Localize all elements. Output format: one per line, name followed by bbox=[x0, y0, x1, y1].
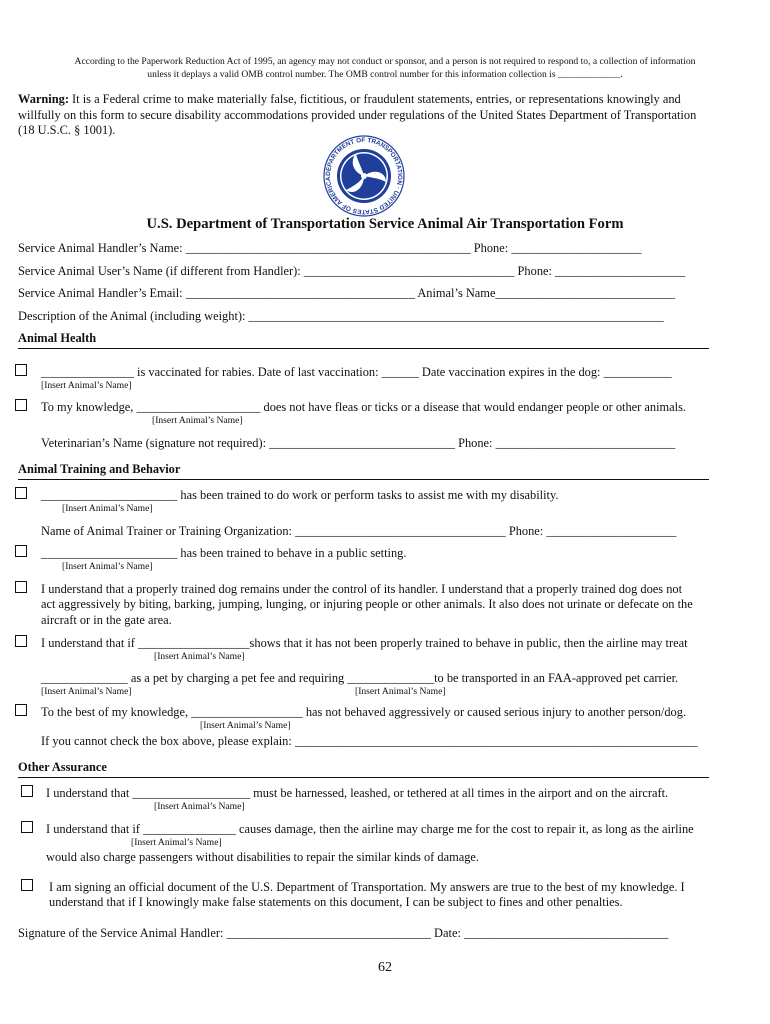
paperwork-notice-line2: unless it deplays a valid OMB control number. The OMB control number for this information collection is _____________. bbox=[147, 69, 623, 80]
damage-line1[interactable]: I understand that if _______________ causes damage, then the airline may charge me for the cost to repair it, as long as the airline bbox=[46, 822, 694, 836]
animal-name-hint: [Insert Animal’s Name] bbox=[62, 503, 153, 514]
harness-statement[interactable]: I understand that ___________________ must be harnessed, leashed, or tethered at all times in the airport and on the aircraft. bbox=[46, 786, 669, 800]
handler-control-line2: act aggressively by biting, barking, jumping, lunging, or injuring people or other animals. It also does not urinate or defecate on the bbox=[41, 597, 693, 611]
damage-line2: would also charge passengers without disabilities to repair the similar kinds of damage. bbox=[46, 850, 480, 864]
dot-seal-icon bbox=[322, 134, 406, 218]
handler-control-line1: I understand that a properly trained dog remains under the control of its handler. I understand that a properly trained dog does not bbox=[41, 582, 683, 596]
official-document-checkbox[interactable] bbox=[21, 879, 33, 891]
handler-name-field[interactable]: Service Animal Handler’s Name: ______________________________________________ Phone: _____________________ bbox=[18, 241, 642, 255]
rabies-statement[interactable]: _______________ is vaccinated for rabies. Date of last vaccination: ______ Date vaccination expires in the dog: ___________ bbox=[41, 365, 672, 379]
section-divider bbox=[18, 479, 709, 480]
official-document-line2: understand that if I knowingly make false statements on this document, I can be subject to fines and other penalties. bbox=[49, 895, 623, 909]
animal-name-hint: [Insert Animal’s Name] bbox=[62, 561, 153, 572]
seal-text: DEPARTMENT OF TRANSPORTATION · UNITED STATES OF AMERICA bbox=[324, 136, 404, 216]
page-number: 62 bbox=[378, 960, 392, 975]
form-title: U.S. Department of Transportation Service Animal Air Transportation Form bbox=[146, 216, 624, 232]
animal-name-hint: [Insert Animal’s Name] bbox=[152, 415, 243, 426]
animal-name-hint: [Insert Animal’s Name] bbox=[154, 801, 245, 812]
fleas-checkbox[interactable] bbox=[15, 399, 27, 411]
warning-text1: It is a Federal crime to make materially false, fictitious, or fraudulent statements, entries, or representations knowingly and bbox=[68, 92, 681, 106]
warning-line3: (18 U.S.C. § 1001). bbox=[18, 123, 116, 137]
explain-field[interactable]: If you cannot check the box above, please explain: _________________________________________________________________ bbox=[41, 734, 698, 748]
trainer-field[interactable]: Name of Animal Trainer or Training Organization: __________________________________ Phone: _____________________ bbox=[41, 524, 677, 538]
rabies-checkbox[interactable] bbox=[15, 364, 27, 376]
animal-name-hint: [Insert Animal’s Name] bbox=[41, 686, 132, 697]
official-document-line1: I am signing an official document of the U.S. Department of Transportation. My answers are true to the best of my knowledge. I bbox=[49, 880, 685, 894]
section-heading-other-assurance: Other Assurance bbox=[18, 760, 107, 774]
animal-name-hint: [Insert Animal’s Name] bbox=[41, 380, 132, 391]
trained-work-checkbox[interactable] bbox=[15, 487, 27, 499]
airline-treat-line2[interactable]: ______________ as a pet by charging a pet fee and requiring ______________to be transported in an FAA-approved pet carrier. bbox=[41, 671, 679, 685]
trained-public-checkbox[interactable] bbox=[15, 545, 27, 557]
airline-treat-checkbox[interactable] bbox=[15, 635, 27, 647]
trained-public-statement[interactable]: ______________________ has been trained to behave in a public setting. bbox=[41, 546, 407, 560]
warning-line2: willfully on this form to secure disability accommodations provided under regulations of the United States Department of Transportation bbox=[18, 108, 697, 122]
fleas-statement[interactable]: To my knowledge, ____________________ does not have fleas or ticks or a disease that would endanger people or other animals. bbox=[41, 400, 687, 414]
handler-control-checkbox[interactable] bbox=[15, 581, 27, 593]
animal-name-hint: [Insert Animal’s Name] bbox=[154, 651, 245, 662]
animal-description-field[interactable]: Description of the Animal (including weight): ___________________________________________________________________ bbox=[18, 309, 664, 323]
section-divider bbox=[18, 348, 709, 349]
damage-checkbox[interactable] bbox=[21, 821, 33, 833]
trained-work-statement[interactable]: ______________________ has been trained to do work or perform tasks to assist me with my disability. bbox=[41, 488, 559, 502]
warning-line1 bbox=[18, 92, 681, 107]
paperwork-notice-line1: According to the Paperwork Reduction Act of 1995, an agency may not conduct or sponsor, and a person is not required to respond to, a collection of information bbox=[74, 56, 696, 67]
signature-field[interactable]: Signature of the Service Animal Handler: _________________________________ Date: _________________________________ bbox=[18, 926, 669, 940]
not-aggressive-checkbox[interactable] bbox=[15, 704, 27, 716]
animal-name-hint: [Insert Animal’s Name] bbox=[131, 837, 222, 848]
handler-control-line3: aircraft or in the gate area. bbox=[41, 613, 172, 627]
handler-email-field[interactable]: Service Animal Handler’s Email: _____________________________________ Animal’s Name_____________________________ bbox=[18, 286, 676, 300]
user-name-field[interactable]: Service Animal User’s Name (if different from Handler): __________________________________ Phone: _____________________ bbox=[18, 264, 686, 278]
animal-name-hint: [Insert Animal’s Name] bbox=[355, 686, 446, 697]
section-heading-animal-health: Animal Health bbox=[18, 331, 97, 345]
section-divider bbox=[18, 777, 709, 778]
harness-checkbox[interactable] bbox=[21, 785, 33, 797]
animal-name-hint: [Insert Animal’s Name] bbox=[200, 720, 291, 731]
warning-label: Warning: bbox=[18, 92, 69, 106]
veterinarian-field[interactable]: Veterinarian’s Name (signature not required): ______________________________ Phone: _____________________________ bbox=[41, 436, 676, 450]
section-heading-animal-training: Animal Training and Behavior bbox=[18, 462, 181, 476]
not-aggressive-statement[interactable]: To the best of my knowledge, __________________ has not behaved aggressively or caused serious injury to another person/dog. bbox=[41, 705, 687, 719]
airline-treat-line1[interactable]: I understand that if __________________shows that it has not been properly trained to behave in public, then the airline may treat bbox=[41, 636, 688, 650]
